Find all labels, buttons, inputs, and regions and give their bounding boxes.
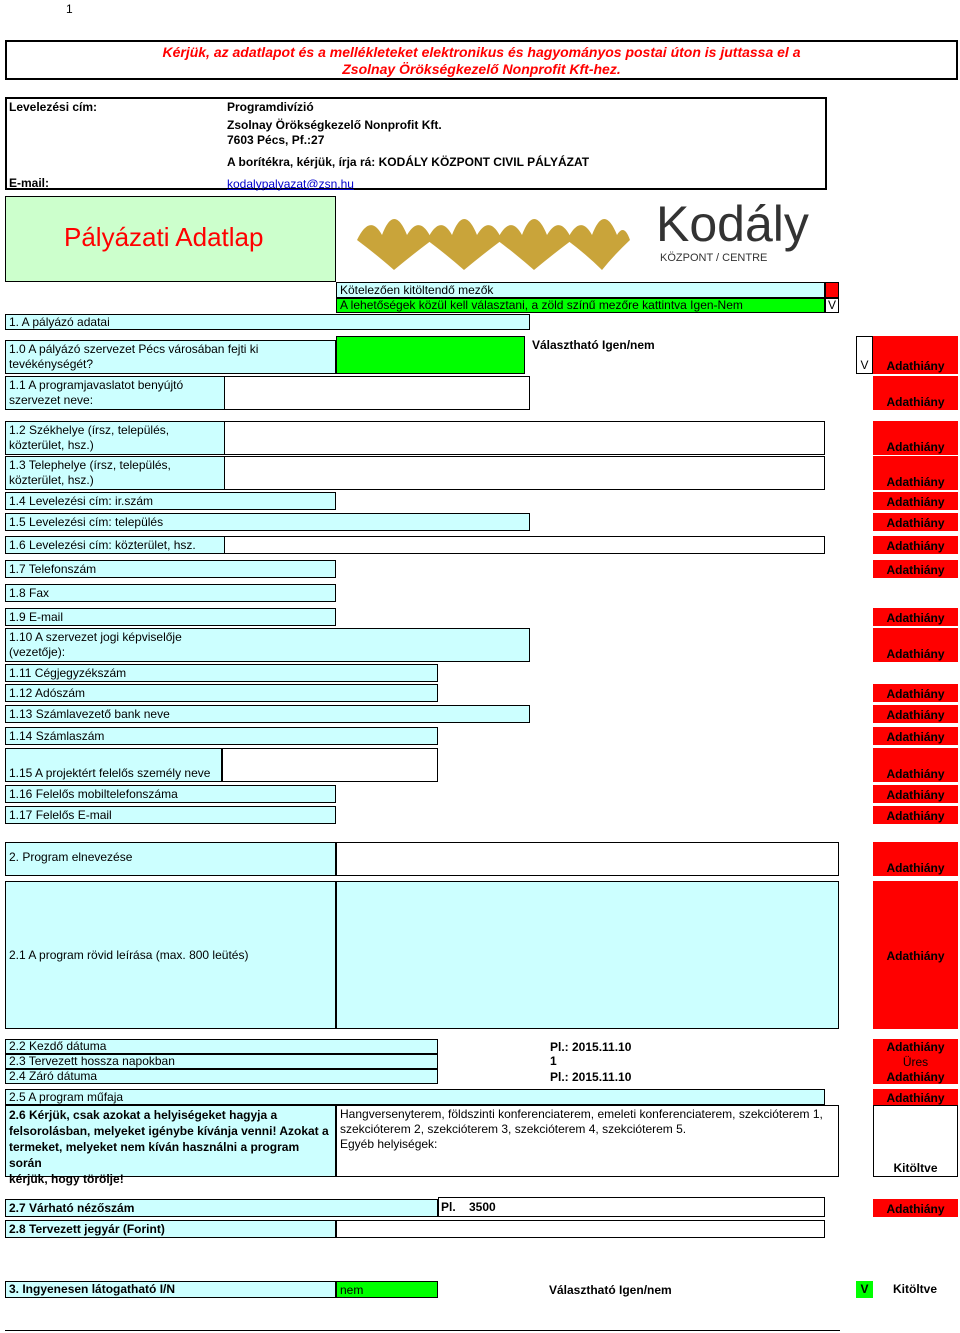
f26-input[interactable]: Hangversenyterem, földszinti konferenciaterem, emeleti konferenciaterem, szekcióterem 1, szekcióterem 2, szekcióterem 3, szekcióterem 4, szekcióterem 5. Egyéb helyiségek: [336, 1105, 839, 1177]
status-f25: Adathiány [873, 1089, 958, 1105]
section-1-title: 1. A pályázó adatai [5, 314, 530, 330]
f28-label: 2.8 Tervezett jegyár (Forint) [5, 1220, 336, 1238]
f13-input[interactable] [224, 456, 825, 490]
address-box [5, 97, 827, 190]
f22-value[interactable]: Pl.: 2015.11.10 [550, 1040, 632, 1054]
f116-label: 1.16 Felelős mobiltelefonszáma [5, 785, 336, 803]
logo-name: Kodály [656, 196, 809, 252]
f26-label: 2.6 Kérjük, csak azokat a helyiségeket hagyja a felsorolásban, melyeket igénybe kívánja venni! Azokat a termeket, melyeket nem kíván használni a program során kérjük, hogy törölje! [5, 1105, 336, 1177]
status-f112: Adathiány [873, 684, 958, 702]
status-f117: Adathiány [873, 806, 958, 824]
notice-line-1: Kérjük, az adatlapot és a mellékleteket elektronikus és hagyományos postai úton is juttassa el a [162, 44, 801, 60]
q10-hint: Választható Igen/nem [532, 338, 655, 352]
status-s3: Kitöltve [893, 1282, 938, 1296]
q10-choice[interactable] [336, 336, 525, 374]
status-f12: Adathiány [873, 421, 958, 455]
status-f115: Adathiány [873, 748, 958, 782]
f110-label: 1.10 A szervezet jogi képviselője (vezetője): [5, 628, 530, 662]
f113-label: 1.13 Számlavezető bank neve [5, 705, 530, 723]
status-q10: Adathiány [873, 336, 958, 374]
f14-label: 1.4 Levelezési cím: ir.szám [5, 492, 336, 510]
section-3-label: 3. Ingyenesen látogatható I/N [5, 1281, 336, 1298]
f16-label: 1.6 Levelezési cím: közterület, hsz. [5, 536, 225, 554]
logo-ornament [352, 195, 632, 275]
legend-red-swatch [825, 282, 839, 298]
f24-label: 2.4 Záró dátuma [5, 1069, 438, 1084]
f25-label: 2.5 A program műfaja [5, 1089, 825, 1105]
status-f110: Adathiány [873, 628, 958, 662]
bottom-divider [5, 1330, 840, 1331]
legend-choice: A lehetőségek közül kell választani, a zöld színű mezőre kattintva Igen-Nem [336, 298, 825, 313]
address-line-2: Zsolnay Örökségkezelő Nonprofit Kft. [227, 118, 442, 132]
f12-input[interactable] [224, 421, 825, 455]
logo-subtitle: KÖZPONT / CENTRE [660, 252, 768, 264]
status-f11: Adathiány [873, 376, 958, 410]
f18-label: 1.8 Fax [5, 584, 336, 602]
f111-label: 1.11 Cégjegyzékszám [5, 664, 438, 682]
f11-input[interactable] [224, 376, 530, 410]
status-f114: Adathiány [873, 727, 958, 745]
f15-label: 1.5 Levelezési cím: település [5, 513, 530, 531]
address-line-3: 7603 Pécs, Pf.:27 [227, 133, 325, 147]
status-f19: Adathiány [873, 608, 958, 626]
form-title: Pályázati Adatlap [64, 222, 264, 252]
status-f24: Adathiány [873, 1069, 958, 1084]
f19-label: 1.9 E-mail [5, 608, 336, 626]
page-number: 1 [66, 2, 73, 16]
section-2-title: 2. Program elnevezése [5, 842, 336, 876]
f28-input[interactable] [336, 1220, 825, 1238]
f21-label: 2.1 A program rövid leírása (max. 800 leütés) [5, 881, 336, 1029]
mail-label: Levelezési cím: [9, 100, 98, 114]
email-link[interactable]: kodalypalyazat@zsn.hu [227, 177, 354, 191]
program-name-input[interactable] [336, 842, 839, 876]
status-f23: Üres [873, 1054, 958, 1069]
f115-label: 1.15 A projektért felelős személy neve [5, 748, 222, 782]
f117-label: 1.17 Felelős E-mail [5, 806, 336, 824]
f23-value[interactable]: 1 [550, 1054, 557, 1068]
q10-label: 1.0 A pályázó szervezet Pécs városában fejti ki tevékénységét? [5, 340, 336, 374]
f27-label: 2.7 Várható nézőszám [5, 1199, 438, 1217]
f22-label: 2.2 Kezdő dátuma [5, 1039, 438, 1054]
status-f14: Adathiány [873, 492, 958, 510]
f17-label: 1.7 Telefonszám [5, 560, 336, 578]
email-label: E-mail: [9, 176, 50, 190]
f21-input[interactable] [336, 881, 839, 1029]
f16-input[interactable] [224, 536, 825, 554]
section-3-hint: Választható Igen/nem [549, 1283, 672, 1297]
f24-value[interactable]: Pl.: 2015.11.10 [550, 1070, 632, 1084]
status-f26: Kitöltve [873, 1105, 958, 1177]
f115-input[interactable] [222, 748, 438, 782]
f27-input[interactable]: Pl. 3500 [438, 1197, 825, 1217]
f112-label: 1.12 Adószám [5, 684, 438, 702]
section-3-choice[interactable]: nem [336, 1281, 438, 1298]
status-f27: Adathiány [873, 1199, 958, 1217]
legend-mandatory: Kötelezően kitöltendő mezők [336, 282, 825, 298]
notice-box [5, 40, 958, 80]
notice-line-2: Zsolnay Örökségkezelő Nonprofit Kft-hez. [342, 61, 621, 77]
q10-v: V [856, 336, 873, 374]
f11-label: 1.1 A programjavaslatot benyújtó szervezet neve: [5, 376, 225, 410]
section-3-v: V [856, 1281, 873, 1298]
f13-label: 1.3 Telephelye (írsz, település, közterület, hsz.) [5, 456, 225, 490]
status-f15: Adathiány [873, 513, 958, 531]
address-line-1: Programdivízió [227, 100, 314, 114]
status-f16: Adathiány [873, 536, 958, 554]
status-f17: Adathiány [873, 560, 958, 578]
status-f13: Adathiány [873, 456, 958, 490]
address-line-4: A borítékra, kérjük, írja rá: KODÁLY KÖZPONT CIVIL PÁLYÁZAT [227, 155, 590, 169]
status-s2: Adathiány [873, 842, 958, 876]
status-f21: Adathiány [873, 881, 958, 1029]
status-f113: Adathiány [873, 705, 958, 723]
status-f116: Adathiány [873, 785, 958, 803]
legend-v: V [825, 298, 839, 313]
f23-label: 2.3 Tervezett hossza napokban [5, 1054, 438, 1069]
f114-label: 1.14 Számlaszám [5, 727, 438, 745]
f12-label: 1.2 Székhelye (írsz, település, közterület, hsz.) [5, 421, 225, 455]
status-f22: Adathiány [873, 1039, 958, 1054]
